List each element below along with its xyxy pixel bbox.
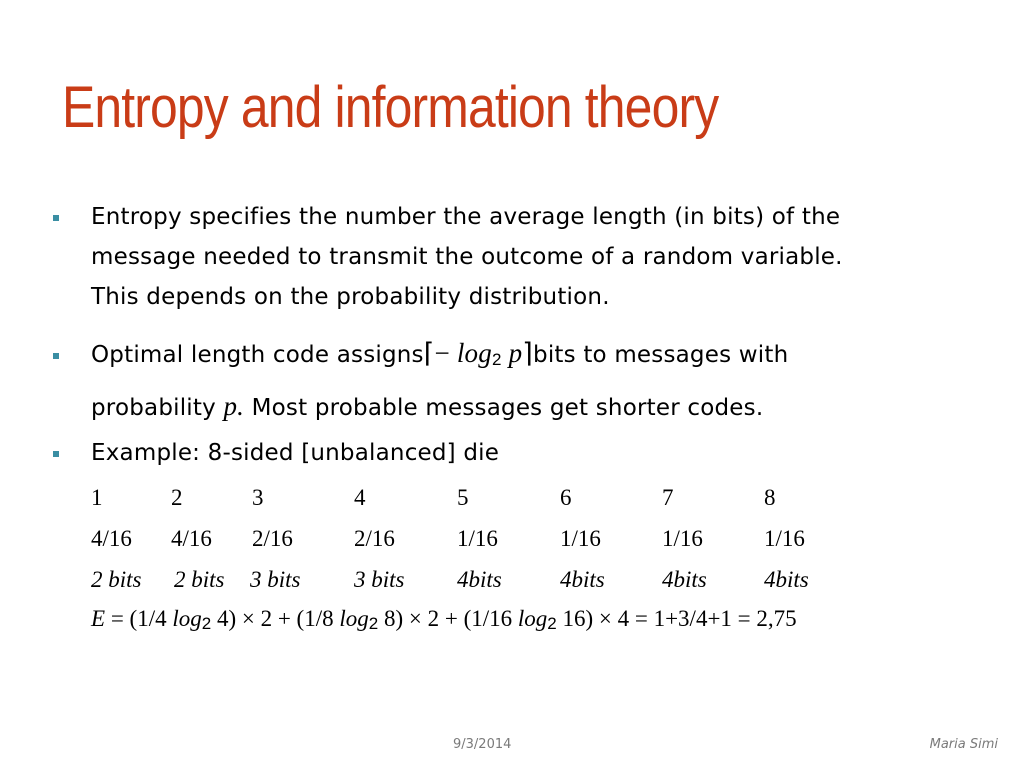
face-3: 3 (252, 485, 264, 510)
bullet-1-line-1: Entropy specifies the number the average length (in bits) of the (91, 204, 841, 230)
face-6: 6 (560, 485, 572, 510)
formula-part-4: 16) × 4 = 1+3/4+1 = 2,75 (556, 606, 797, 631)
formula-log-2: log (339, 606, 369, 631)
face-5: 5 (457, 485, 469, 510)
bullet-2-line-2 (91, 391, 763, 422)
face-1: 1 (91, 485, 103, 510)
ceil-right: ⌉ (522, 338, 534, 368)
log-symbol: log (456, 338, 492, 368)
footer-date: 9/3/2014 (453, 737, 512, 752)
bits-8: 4bits (764, 567, 809, 592)
face-8: 8 (764, 485, 776, 510)
bullet-1-line-2: message needed to transmit the outcome of a random variable. (91, 244, 843, 270)
bullet-2-text-after: bits to messages with (533, 342, 789, 368)
bullet-2-probability-label: probability (91, 395, 216, 421)
bits-1: 2 bits (91, 567, 142, 592)
formula-log-base-2: 2 (368, 614, 379, 633)
footer-author: Maria Simi (929, 737, 998, 752)
face-4: 4 (354, 485, 366, 510)
prob-4: 2/16 (354, 526, 395, 551)
formula-part-3: 8) × 2 + (1/16 (378, 606, 518, 631)
prob-6: 1/16 (560, 526, 601, 551)
prob-5: 1/16 (457, 526, 498, 551)
p-variable-2: p. (223, 391, 245, 421)
face-7: 7 (662, 485, 674, 510)
p-variable: p (501, 338, 523, 368)
log-base: 2 (491, 350, 502, 369)
prob-3: 2/16 (252, 526, 293, 551)
ceil-left: ⌈ (423, 338, 435, 368)
prob-2: 4/16 (171, 526, 212, 551)
slide-title: Entropy and information theory (62, 75, 719, 140)
bits-2: 2 bits (174, 567, 225, 592)
formula-log-1: log (172, 606, 202, 631)
bits-3: 3 bits (250, 567, 301, 592)
bullet-2-line-1 (91, 338, 788, 370)
bits-6: 4bits (560, 567, 605, 592)
formula-part-1: = (1/4 (105, 606, 173, 631)
entropy-formula (91, 606, 797, 634)
bullet-marker-1 (53, 215, 59, 221)
bullet-marker-2 (53, 353, 59, 359)
formula-log-base-3: 2 (547, 614, 557, 633)
face-2: 2 (171, 485, 183, 510)
formula-log-base-1: 2 (201, 614, 212, 633)
bits-5: 4bits (457, 567, 502, 592)
bits-7: 4bits (662, 567, 707, 592)
prob-1: 4/16 (91, 526, 132, 551)
prob-8: 1/16 (764, 526, 805, 551)
bullet-1-line-3: This depends on the probability distribution. (91, 284, 610, 310)
formula-part-2: 4) × 2 + (1/8 (211, 606, 340, 631)
bullet-3-line-1: Example: 8-sided [unbalanced] die (91, 440, 500, 466)
ceiling-log-expression (424, 338, 533, 368)
formula-E: E (91, 606, 106, 631)
formula-log-3: log (517, 606, 548, 631)
bullet-2-text-before: Optimal length code assigns (91, 342, 424, 368)
prob-7: 1/16 (662, 526, 703, 551)
bullet-2-line-2-after: Most probable messages get shorter codes. (251, 395, 764, 421)
bullet-marker-3 (53, 451, 59, 457)
bits-4: 3 bits (354, 567, 405, 592)
minus-sign: − (434, 338, 457, 368)
